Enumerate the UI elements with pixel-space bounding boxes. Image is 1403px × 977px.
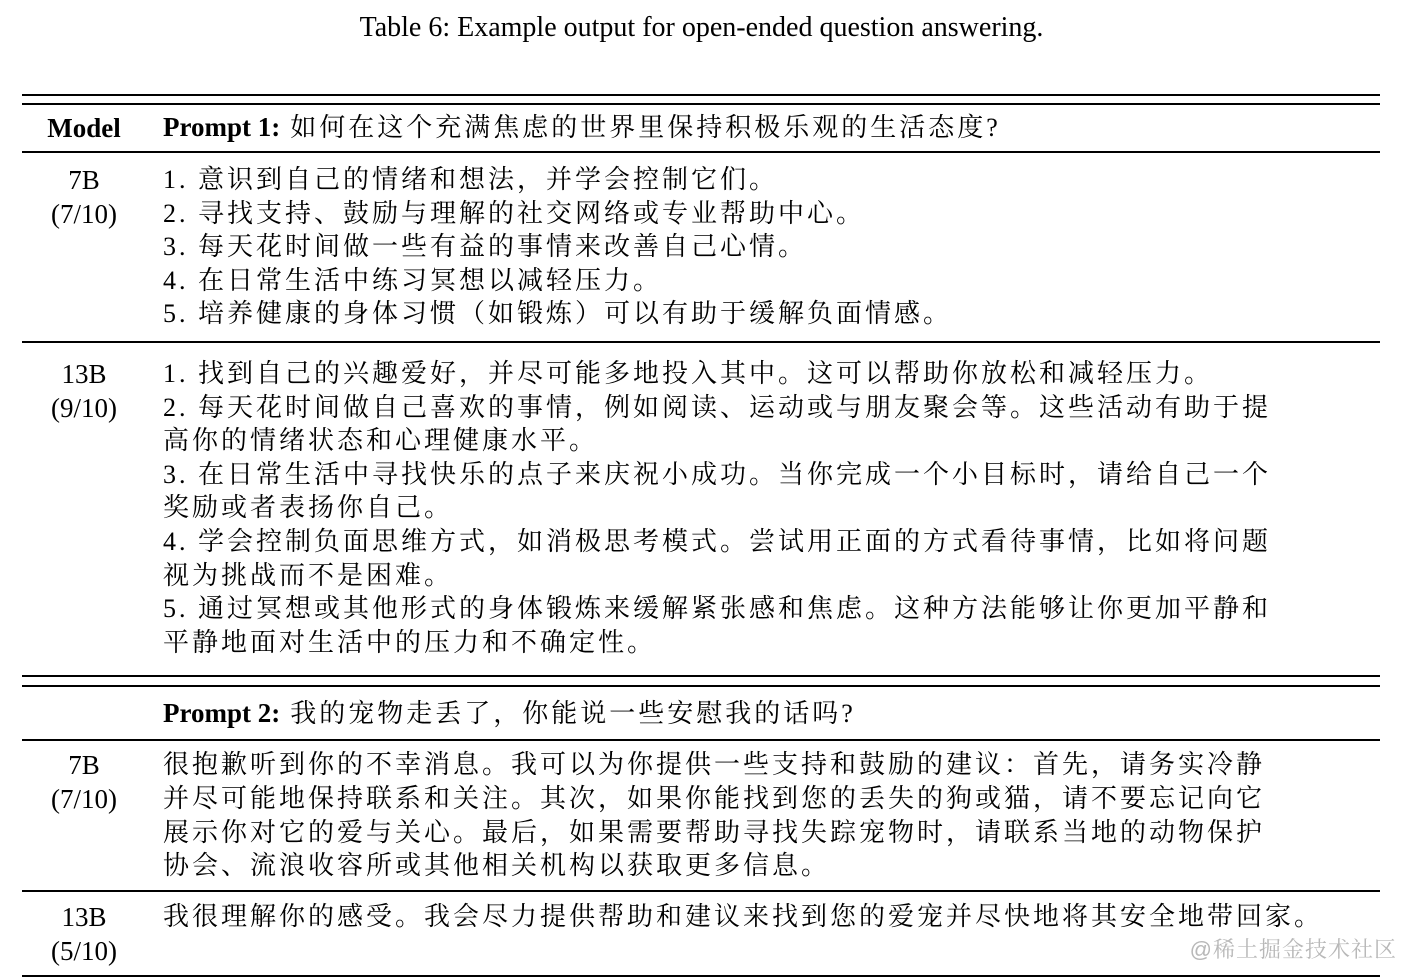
response-cell-13b-prompt2 (146, 900, 1380, 934)
response-line: 1. 找到自己的兴趣爱好，并尽可能多地投入其中。这可以帮助你放松和减轻压力。 (163, 358, 1214, 388)
response-row-7b-prompt1 (22, 153, 1380, 341)
response-line: 2. 寻找支持、鼓励与理解的社交网络或专业帮助中心。 (163, 198, 866, 228)
model-cell-7b-prompt2 (22, 748, 146, 816)
table-top-rule (22, 94, 1380, 105)
model-score: (5/10) (51, 935, 117, 966)
section-divider-rule (22, 675, 1380, 687)
response-line: 4. 学会控制负面思维方式，如消极思考模式。尝试用正面的方式看待事情，比如将问题 (163, 526, 1272, 556)
response-row-7b-prompt2 (22, 741, 1380, 889)
model-column-header (22, 111, 146, 145)
response-line: 2. 每天花时间做自己喜欢的事情，例如阅读、运动或与朋友聚会等。这些活动有助于提 (163, 392, 1272, 422)
watermark-text: @稀土掘金技术社区 (1189, 937, 1397, 962)
response-line: 3. 在日常生活中寻找快乐的点子来庆祝小成功。当你完成一个小目标时，请给自己一个 (163, 459, 1272, 489)
model-score: (9/10) (51, 392, 117, 423)
table-header-row-prompt2 (22, 687, 1380, 739)
response-row-13b-prompt1 (22, 343, 1380, 675)
response-line: 协会、流浪收容所或其他相关机构以获取更多信息。 (163, 851, 831, 881)
model-name: 13B (61, 901, 107, 932)
prompt1-header-cell (146, 111, 1380, 145)
response-line: 并尽可能地保持联系和关注。其次，如果你能找到您的丢失的狗或猫，请不要忘记向它 (163, 783, 1266, 813)
response-cell-7b-prompt1 (146, 163, 1380, 331)
response-line: 很抱歉听到你的不幸消息。我可以为你提供一些支持和鼓励的建议：首先，请务实冷静 (163, 750, 1266, 780)
model-name: 7B (68, 750, 100, 781)
prompt2-text: 我的宠物走丢了，你能说一些安慰我的话吗? (290, 698, 856, 728)
prompt1-text: 如何在这个充满焦虑的世界里保持积极乐观的生活态度? (290, 113, 1001, 143)
response-line: 3. 每天花时间做一些有益的事情来改善自己心情。 (163, 232, 808, 262)
model-cell-13b-prompt2 (22, 900, 146, 968)
response-cell-7b-prompt2 (146, 748, 1380, 882)
response-row-13b-prompt2 (22, 892, 1380, 975)
prompt1-label: Prompt 1: (163, 112, 281, 143)
model-name: 13B (61, 358, 107, 389)
response-line: 奖励或者表扬你自己。 (163, 493, 454, 523)
response-line: 我很理解你的感受。我会尽力提供帮助和建议来找到您的爱宠并尽快地将其安全地带回家。 (163, 901, 1324, 931)
model-name: 7B (68, 165, 100, 195)
model-cell-7b-prompt1 (22, 163, 146, 231)
table-header-row-prompt1 (22, 105, 1380, 151)
model-score: (7/10) (51, 199, 117, 229)
response-line: 平静地面对生活中的压力和不确定性。 (163, 627, 657, 657)
model-column-label: Model (47, 113, 121, 143)
response-line: 视为挑战而不是困难。 (163, 560, 454, 590)
model-cell-13b-prompt1 (22, 357, 146, 425)
model-score: (7/10) (51, 784, 117, 815)
results-table (22, 94, 1380, 977)
response-line: 5. 通过冥想或其他形式的身体锻炼来缓解紧张感和焦虑。这种方法能够让你更加平静和 (163, 594, 1272, 624)
response-line: 1. 意识到自己的情绪和想法，并学会控制它们。 (163, 165, 779, 194)
response-line: 展示你对它的爱与关心。最后，如果需要帮助寻找失踪宠物时，请联系当地的动物保护 (163, 817, 1266, 847)
table-caption: Table 6: Example output for open-ended question answering. (359, 12, 1044, 43)
prompt2-label: Prompt 2: (163, 697, 281, 728)
response-line: 高你的情绪状态和心理健康水平。 (163, 426, 599, 456)
prompt2-header-cell (146, 697, 1380, 731)
response-cell-13b-prompt1 (146, 357, 1380, 659)
response-line: 4. 在日常生活中练习冥想以减轻压力。 (163, 265, 663, 295)
response-line: 5. 培养健康的身体习惯（如锻炼）可以有助于缓解负面情感。 (163, 299, 953, 329)
